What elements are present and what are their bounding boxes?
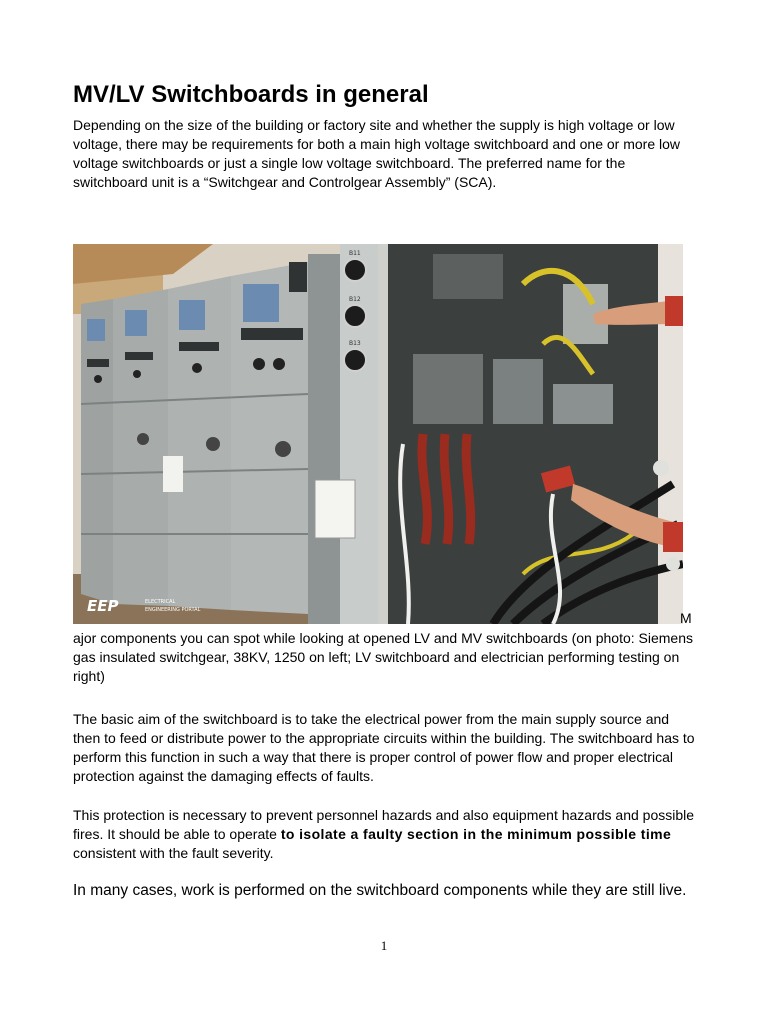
gauge-label-3: B13 <box>349 340 361 347</box>
protection-paragraph <box>73 806 695 863</box>
protection-emphasis: to isolate a faulty section in the minimum possible time <box>280 826 672 842</box>
switchboard-photo <box>73 244 683 624</box>
page-number: 1 <box>380 938 388 953</box>
watermark-line-1: ELECTRICAL <box>145 599 176 605</box>
protection-text-after: consistent with the fault severity. <box>73 845 274 861</box>
protection-text-before: This protection is necessary to prevent personnel hazards and also equipment hazards and possible fires. It should be able to operate <box>73 807 695 842</box>
page-title: MV/LV Switchboards in general <box>73 81 429 108</box>
watermark-line-2: ENGINEERING PORTAL <box>145 607 201 613</box>
basic-aim-paragraph: The basic aim of the switchboard is to take the electrical power from the main supply source and then to feed or distribute power to the appropriate circuits within the building. The switchboard has to perform this function in such a way that there is proper control of power flow and proper electrical protection against the damaging effects of faults. <box>73 711 695 784</box>
live-work-paragraph: In many cases, work is performed on the switchboard components while they are still live. <box>73 882 687 899</box>
watermark-logo-text: EEP <box>87 597 119 615</box>
gauge-label-1: B11 <box>349 250 361 257</box>
gauge-label-2: B12 <box>349 296 361 303</box>
mv-switchgear <box>81 244 378 624</box>
photo-caption: ajor components you can spot while looking at opened LV and MV switchboards (on photo: Siemens gas insulated switchgear, 38KV, 1250 on left; LV switchboard and electrician performing testing on right) <box>73 630 693 684</box>
switchboard-photo-illustration <box>73 244 683 624</box>
intro-paragraph: Depending on the size of the building or factory site and whether the supply is high voltage or low voltage, there may be requirements for both a main high voltage switchboard and one or more low voltage switchboards or just a single low voltage switchboard. The preferred name for the switchboard unit is a “Switchgear and Controlgear Assembly” (SCA). <box>73 117 681 190</box>
caption-first-letter: M <box>680 610 692 626</box>
